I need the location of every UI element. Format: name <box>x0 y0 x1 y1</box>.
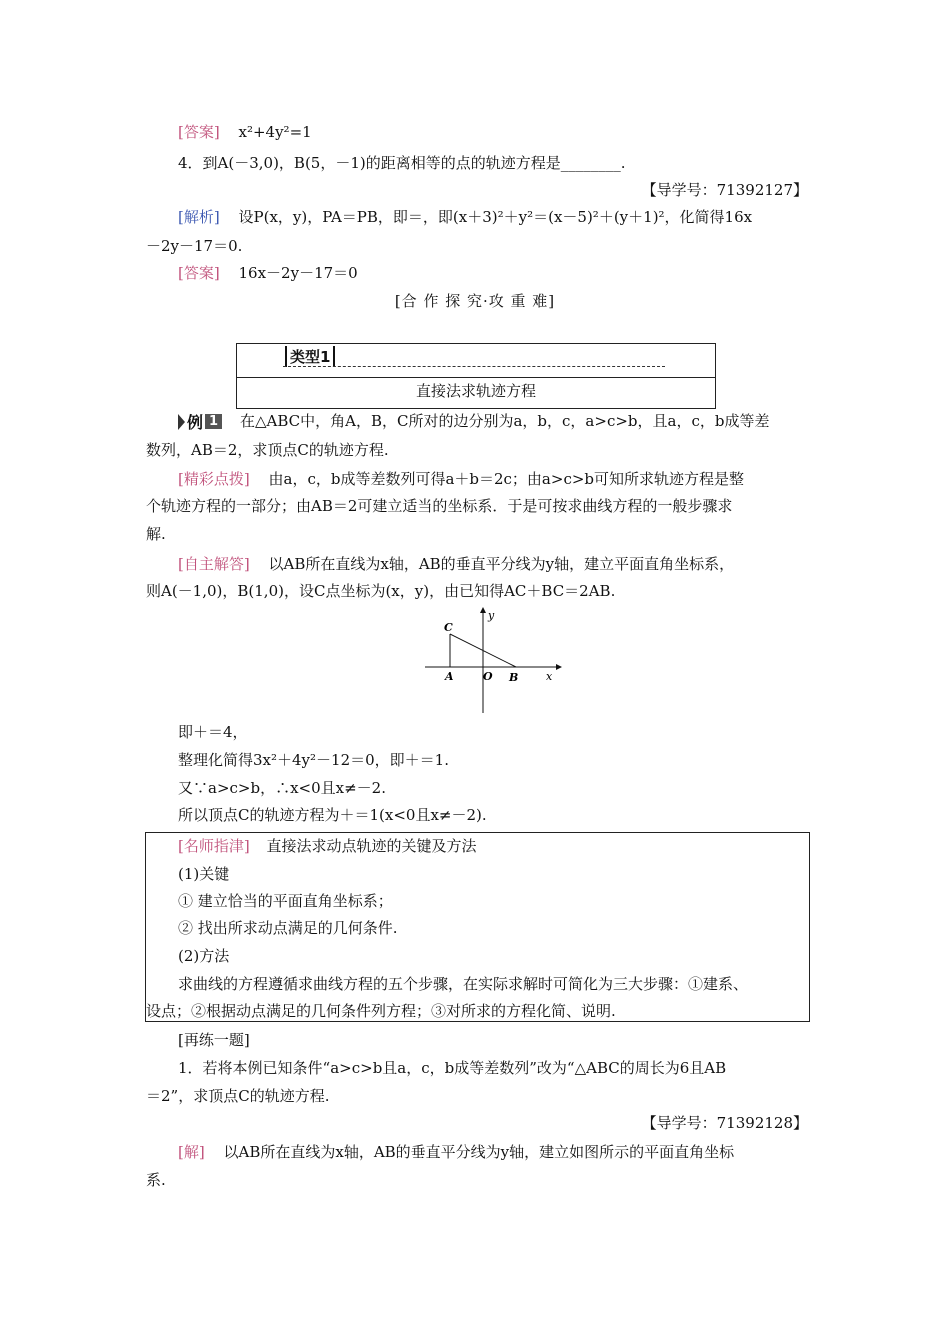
triangle-icon <box>178 414 185 430</box>
practice-question-1: 1．若将本例已知条件“a>c>b且a，c，b成等差数列”改为“△ABC的周长为6且AB <box>178 1059 727 1077</box>
practice-solution-2: 系. <box>146 1171 166 1189</box>
analysis-line-2: －2y－17＝0. <box>146 237 243 255</box>
label-x: x <box>546 670 553 683</box>
guide-number-2: 【导学号：71392128】 <box>641 1114 808 1132</box>
tip-line-2: ① 建立恰当的平面直角坐标系； <box>178 892 393 910</box>
hint-line-1 <box>178 469 744 489</box>
type-header-box <box>236 343 716 409</box>
guide-number-1: 【导学号：71392127】 <box>641 181 808 199</box>
tip-line-5: 求曲线的方程遵循求曲线方程的五个步骤，在实际求解时可简化为三大步骤：①建系、 <box>178 975 749 993</box>
answer-tag: [答案] <box>178 123 220 141</box>
label-y: y <box>488 609 495 622</box>
hint-tag: [精彩点拨] <box>178 470 250 488</box>
label-o: O <box>483 670 493 683</box>
hint-text: 由a，c，b成等差数列可得a＋b＝2c；由a>c>b可知所求轨迹方程是整 <box>268 470 745 488</box>
solution-line-5: 又∵a>c>b，∴x<0且x≠－2. <box>178 779 386 797</box>
tip-line-3: ② 找出所求动点满足的几何条件. <box>178 919 398 937</box>
teacher-tip-box <box>145 832 810 1022</box>
answer-text: x²+4y²=1 <box>238 123 312 141</box>
tip-line-1: (1)关键 <box>178 865 230 883</box>
x-axis-arrow-icon <box>556 664 562 670</box>
solution-line-1 <box>178 554 734 574</box>
practice-question-2: ＝2”，求顶点C的轨迹方程. <box>146 1087 330 1105</box>
solution-tag: [解] <box>178 1143 205 1161</box>
solution-line-2: 则A(－1,0)，B(1,0)，设C点坐标为(x，y)，由已知得AC＋BC＝2AB. <box>146 582 616 600</box>
divider <box>237 377 715 378</box>
analysis-line-1 <box>178 207 752 227</box>
solution-text: 以AB所在直线为x轴，AB的垂直平分线为y轴，建立平面直角坐标系， <box>268 555 735 573</box>
example-text-1: 在△ABC中，角A，B，C所对的边分别为a，b，c，a>c>b，且a，c，b成等差 <box>240 412 770 430</box>
dashed-divider <box>283 366 665 367</box>
solution-line-3: 即＋＝4， <box>178 723 248 741</box>
hint-line-2: 个轨迹方程的一部分；由AB＝2可建立适当的坐标系．于是可按求曲线方程的一般步骤求 <box>146 497 733 515</box>
example-badge <box>178 410 222 433</box>
practice-solution-text: 以AB所在直线为x轴，AB的垂直平分线为y轴，建立如图所示的平面直角坐标 <box>223 1143 735 1161</box>
answer-text: 16x－2y－17＝0 <box>238 264 358 282</box>
practice-heading: [再练一题] <box>178 1031 250 1049</box>
type-title: 直接法求轨迹方程 <box>415 382 536 400</box>
label-a: A <box>445 670 454 683</box>
tip-tag: [名师指津] <box>178 837 250 855</box>
answer-line-3 <box>178 122 312 142</box>
solution-line-4: 整理化简得3x²＋4y²－12＝0，即＋＝1. <box>178 751 449 769</box>
analysis-tag: [解析] <box>178 208 220 226</box>
answer-line-4 <box>178 263 358 283</box>
tip-line-4: (2)方法 <box>178 947 230 965</box>
example-number: 1 <box>205 414 222 429</box>
solution-line-6: 所以顶点C的轨迹方程为＋＝1(x<0且x≠－2). <box>178 806 487 824</box>
example-label: 例 <box>187 413 204 432</box>
label-c: C <box>444 621 453 634</box>
example-text-2: 数列，AB＝2，求顶点C的轨迹方程. <box>146 441 389 459</box>
hint-line-3: 解. <box>146 525 166 543</box>
answer-tag: [答案] <box>178 264 220 282</box>
label-b: B <box>509 671 519 684</box>
tip-heading <box>178 836 477 856</box>
type-label: 类型1 <box>285 346 335 367</box>
y-axis-arrow-icon <box>480 607 486 613</box>
tip-title: 直接法求动点轨迹的关键及方法 <box>266 837 477 855</box>
analysis-text: 设P(x，y)，PA＝PB，即＝，即(x＋3)²＋y²＝(x－5)²＋(y＋1)²，化简得16x <box>238 208 753 226</box>
solution-tag: [自主解答] <box>178 555 250 573</box>
section-heading: [合 作 探 究·攻 重 难] <box>394 292 556 310</box>
tip-line-6: 设点；②根据动点满足的几何条件列方程；③对所求的方程化简、说明. <box>146 1002 616 1020</box>
question-4: 4．到A(－3,0)，B(5，－1)的距离相等的点的轨迹方程是________. <box>178 154 626 172</box>
practice-solution-1 <box>178 1142 734 1162</box>
coordinate-figure <box>420 605 570 717</box>
